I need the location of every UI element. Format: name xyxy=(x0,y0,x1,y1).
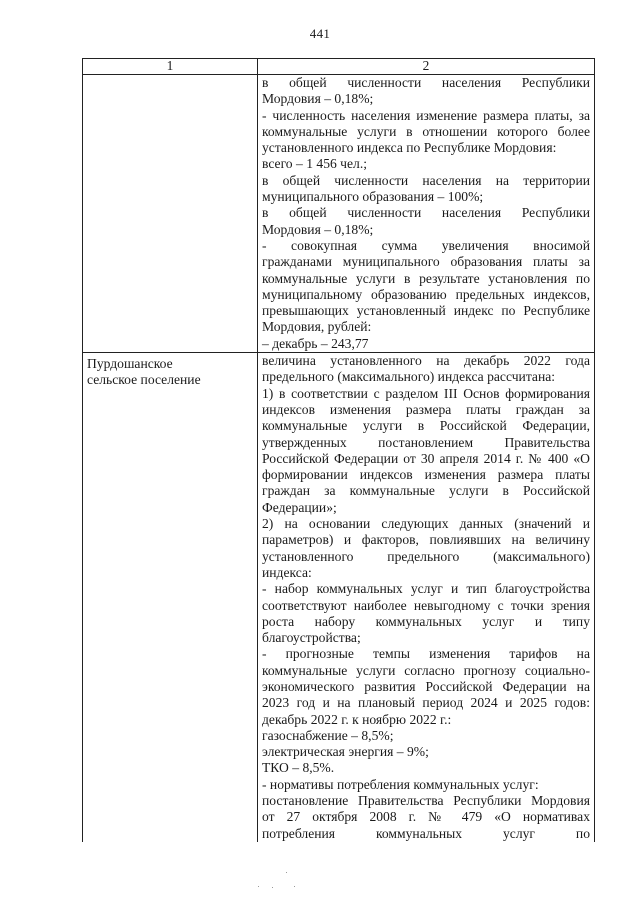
text-line: муниципального образования – 100%; xyxy=(262,189,484,205)
text-line: газоснабжение – 8,5%; xyxy=(262,727,394,743)
description-text xyxy=(262,75,590,352)
table-cell-municipality xyxy=(83,75,258,353)
scan-noise xyxy=(250,872,310,892)
municipality-name-line: сельское поселение xyxy=(87,372,201,388)
text-line: индексов изменения размера платы граждан за xyxy=(262,401,590,417)
text-line: Мордовия – 0,18%; xyxy=(262,91,374,107)
text-line: утвержденных постановлением Правительства xyxy=(262,434,590,450)
text-line: 1) в соответствии с разделом III Основ формирования xyxy=(262,385,590,401)
text-line: превышающих установленный индекс по Республике xyxy=(262,303,590,319)
text-line: постановление Правительства Республики Мордовия xyxy=(262,793,590,809)
text-line: формировании индексов изменения размера платы xyxy=(262,467,590,483)
text-line: экономического развития Российской Федерации на xyxy=(262,678,590,694)
column-header-1: 1 xyxy=(83,59,258,75)
text-line: предельного (максимального) индекса рассчитана: xyxy=(262,369,556,385)
document-table xyxy=(82,58,595,842)
text-line: коммунальные услуги согласно прогнозу социально- xyxy=(262,662,590,678)
municipality-name-line: Пурдошанское xyxy=(87,356,173,372)
text-line: - набор коммунальных услуг и тип благоустройства xyxy=(262,581,590,597)
text-line: 2) на основании следующих данных (значений и xyxy=(262,516,590,532)
text-line: - прогнозные темпы изменения тарифов на xyxy=(262,646,590,662)
text-line: индекса: xyxy=(262,564,312,580)
text-line: параметров) и факторов, повлиявших на величину xyxy=(262,532,590,548)
table-cell-description xyxy=(258,75,595,353)
text-line: установленного предельного (максимального) xyxy=(262,548,590,564)
column-header-2: 2 xyxy=(258,59,595,75)
description-text xyxy=(262,353,590,842)
text-line: роста набору коммунальных услуг и типу xyxy=(262,613,590,629)
text-line: Российской Федерации от 30 апреля 2014 г. № 400 «О xyxy=(262,450,590,466)
text-line: коммунальные услуги в отношении которого более xyxy=(262,123,590,139)
text-line: потребления коммунальных услуг по xyxy=(262,825,590,841)
table-header-row xyxy=(83,59,595,75)
text-line: в общей численности населения на территории xyxy=(262,172,590,188)
text-line: гражданами муниципального образования платы за xyxy=(262,254,590,270)
text-line: благоустройства; xyxy=(262,630,361,646)
text-line: Мордовия, рублей: xyxy=(262,319,372,335)
table-row xyxy=(83,353,595,842)
text-line: установленного индекса по Республике Мордовия: xyxy=(262,140,557,156)
text-line: коммунальные услуги в результате установления по xyxy=(262,270,590,286)
text-line: 2023 год и на плановый период 2024 и 2025 годов: xyxy=(262,695,590,711)
municipality-name xyxy=(87,356,252,389)
text-line: в общей численности населения Республики xyxy=(262,75,590,90)
table-cell-municipality xyxy=(83,353,258,842)
text-line: Мордовия – 0,18%; xyxy=(262,221,374,237)
text-line: от 27 октября 2008 г. № 479 «О нормативах xyxy=(262,809,590,825)
table-row xyxy=(83,75,595,353)
text-line: Федерации»; xyxy=(262,499,337,515)
text-line: – декабрь – 243,77 xyxy=(262,335,369,351)
page-number: 441 xyxy=(309,26,331,41)
text-line: электрическая энергия – 9%; xyxy=(262,744,429,760)
text-line: граждан за коммунальные услуги в Российской xyxy=(262,483,590,499)
text-line: всего – 1 456 чел.; xyxy=(262,156,368,172)
text-line: декабрь 2022 г. к ноябрю 2022 г.: xyxy=(262,711,452,727)
text-line: - численность населения изменение размера платы, за xyxy=(262,107,590,123)
text-line: - совокупная сумма увеличения вносимой xyxy=(262,237,590,253)
table-cell-description xyxy=(258,353,595,842)
text-line: - нормативы потребления коммунальных услуг: xyxy=(262,776,539,792)
text-line: муниципальному образованию предельных индексов, xyxy=(262,286,590,302)
text-line: коммунальные услуги в Российской Федерации, xyxy=(262,418,590,434)
text-line: величина установленного на декабрь 2022 года xyxy=(262,353,590,369)
text-line: в общей численности населения Республики xyxy=(262,205,590,221)
text-line: соответствуют наиболее невыгодному с точки зрения xyxy=(262,597,590,613)
text-line: ТКО – 8,5%. xyxy=(262,760,335,776)
